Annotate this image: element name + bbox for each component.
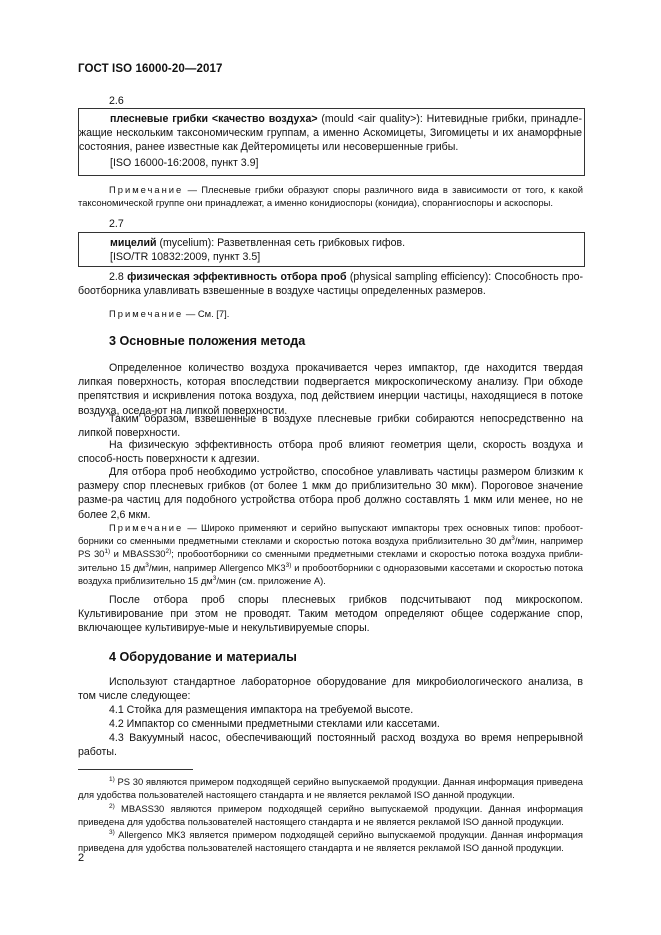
term-definition-2-6 xyxy=(79,112,582,155)
section-3-paragraph-4: Для отбора проб необходимо устройство, способное улавливать частицы размером близким к размеру спор плесневых грибков (от более 1 мкм до приблизительно 30 мкм). Пороговое значение разме-ра частиц для подобного устройства отбора проб должно составлять 1 мкм или менее, но не более 2,6 мкм. xyxy=(78,466,583,521)
footnote-ref-1[interactable]: 1) xyxy=(104,548,111,556)
term-number-2-6: 2.6 xyxy=(109,95,124,107)
term-box-2-6 xyxy=(78,108,585,176)
footnote-mark: 3) xyxy=(109,829,115,836)
term-definition-2-7 xyxy=(110,236,405,250)
section-4-heading: 4 Оборудование и материалы xyxy=(109,650,297,664)
list-item-4-1: 4.1 Стойка для размещения импактора на требуемой высоте. xyxy=(109,704,414,716)
footnote-ref-3[interactable]: 3) xyxy=(285,561,292,569)
footnote-mark: 2) xyxy=(109,803,115,810)
term-definition-2-8 xyxy=(78,270,583,298)
section-3-paragraph-3: На физическую эффективность отбора проб влияют геометрия щели, скорость воздуха и способ-ность поверхности к адгезии. xyxy=(78,439,583,466)
section-3-paragraph-2: Таким образом, взвешенные в воздухе плесневые грибки собираются непосредственно на липкой поверхности. xyxy=(78,413,583,440)
footnote-mark: 1) xyxy=(109,776,115,783)
term-name: мицелий xyxy=(110,237,157,249)
section-3-note: Примечание — Широко применяют и серийно выпускают импакторы трех основных типов: пробоот-борники со сменными предметными стеклами и скоростью потока воздуха приблизительно 30 $дм^3$/мин, например PS 30$^{1)}$ и MBASS30$^{2)}$; пробоотборники со сменными предметными стеклами и скоростью потока воздуха прибли-зительно 15 $дм^3$/мин, например Allergenco MK3$^{3)}$ и пробоотборники с одноразовыми кассетами и скоростью потока воздуха приблизительно 15 $дм^3$/мин (см. приложение А). xyxy=(78,522,584,586)
note-label: Примечание xyxy=(109,184,184,195)
footnote-ref-2[interactable]: 2) xyxy=(165,548,172,556)
page-number: 2 xyxy=(78,852,85,864)
term-text: (physical sampling efficiency): Способность про-боотборника улавливать взвешенные в воздухе частицы определенных размеров. xyxy=(78,271,584,298)
running-header: ГОСТ ISO 16000-20—2017 xyxy=(78,63,223,75)
section-3-heading: 3 Основные положения метода xyxy=(109,334,306,348)
list-item-4-3: 4.3 Вакуумный насос, обеспечивающий постоянный расход воздуха во время непрерывной работы. xyxy=(78,732,583,759)
term-reference: [ISO/TR 10832:2009, пункт 3.5] xyxy=(110,251,261,263)
term-text: (mould <air quality>): Нитевидные грибки, принадле-жащие нескольким таксономическим группам, а именно Аскомицеты, Зигомицеты и их анаморфные состояния, ранее известные как Дейтеромицеты или несовершенные грибы. xyxy=(79,113,582,154)
section-4-paragraph-1: Используют стандартное лабораторное оборудование для микробиологического анализа, в том числе следующее: xyxy=(78,676,583,703)
note-text: — См. [7]. xyxy=(183,308,230,319)
footnote-3: $^{3)}$ Allergenco MK3 является примером подходящей серийно выпускаемой продукции. Данная информация приведена для удобства пользователей настоящего стандарта и не является рекламой ISO данной продукции. xyxy=(78,829,583,854)
note-label: Примечание xyxy=(109,308,184,319)
footnote-separator xyxy=(78,769,193,770)
section-3-paragraph-5: После отбора проб споры плесневых грибков подсчитывают под микроскопом. Культивирование при этом не проводят. Таким методом определяют общее содержание спор, включающее культивируе-мые и некультивируемые споры. xyxy=(78,594,583,635)
footnote-2: $^{2)}$ MBASS30 являются примером подходящей серийно выпускаемой продукции. Данная информация приведена для удобства пользователей настоящего стандарта и не является рекламой ISO данной продукции. xyxy=(78,803,583,828)
term-number: 2.8 xyxy=(109,271,124,283)
footnote-1: $^{1)}$ PS 30 являются примером подходящей серийно выпускаемой продукции. Данная информация приведена для удобства пользователей настоящего стандарта и не является рекламой ISO данной продукции. xyxy=(78,776,583,801)
term-name: плесневые грибки <качество воздуха> xyxy=(110,113,318,125)
list-item-4-2: 4.2 Импактор со сменными предметными стеклами или кассетами. xyxy=(109,718,440,730)
note-2-8 xyxy=(109,307,229,320)
term-name: физическая эффективность отбора проб xyxy=(127,271,347,283)
term-reference: [ISO 16000-16:2008, пункт 3.9] xyxy=(110,157,259,169)
note-2-6 xyxy=(78,183,583,209)
note-text: — Плесневые грибки образуют споры различного вида в зависимости от того, к какой таксономической группе они принадлежат, а именно конидиоспоры (конидиа), спорангиоспоры и аскоспоры. xyxy=(78,184,583,209)
term-number-2-7: 2.7 xyxy=(109,218,124,230)
note-label: Примечание xyxy=(109,522,184,533)
section-3-paragraph-1: Определенное количество воздуха прокачивается через импактор, где находится твердая липкая поверхность, которая впоследствии подвергается микроскопическому анализу. При обходе препятствия и искривления потока воздуха, под действием инерции частицы, находящиеся в потоке воздуха, оседа-ют на липкой поверхности. xyxy=(78,362,583,417)
term-text: (mycelium): Разветвленная сеть грибковых гифов. xyxy=(156,237,406,249)
term-box-2-7 xyxy=(78,232,585,267)
